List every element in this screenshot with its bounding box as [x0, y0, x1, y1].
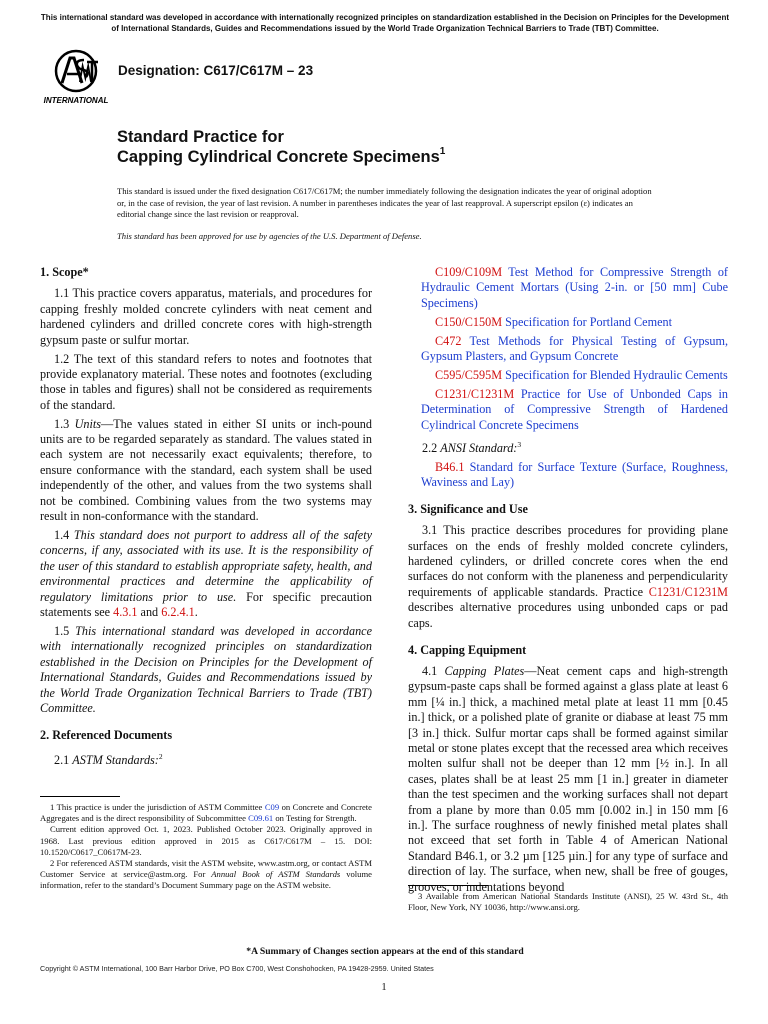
footnote-2	[40, 858, 372, 892]
reference-code[interactable]: C1231/C1231M	[435, 386, 515, 401]
para-1-4	[40, 528, 372, 620]
para-num: 4.1	[422, 664, 445, 678]
dod-approval: This standard has been approved for use by agencies of the U.S. Department of Defense.	[117, 231, 422, 241]
para-italic: This international standard was developed in accordance with internationally recognized principles on standardization established in the Decision on Principles for the Development of International Standards, Guides and Recommendations issued by the World Trade Organization Technical Barriers to Trade (TBT) Committee.	[40, 623, 372, 715]
footnote-3: 3 Available from American National Standards Institute (ANSI), 25 W. 43rd St., 4th Floor, New York, NY 10036, http://www.ansi.org.	[408, 891, 728, 913]
ansi-reference-item[interactable]	[408, 460, 728, 491]
reference-title[interactable]: Test Method for Compressive Strength of Hydraulic Cement Mortars (Using 2-in. or [50 mm] Cube Specimens)	[421, 265, 728, 310]
para-1-5	[40, 624, 372, 716]
para-body: .	[194, 605, 198, 620]
para-num: 1.3	[54, 416, 75, 431]
para-body: and	[137, 605, 162, 620]
para-italic: ASTM Standards:	[72, 753, 159, 768]
para-italic: ANSI Standard:	[440, 440, 518, 455]
summary-of-changes-note: *A Summary of Changes section appears at the end of this standard	[246, 946, 524, 957]
section-heading-capping-equipment: 4. Capping Equipment	[408, 642, 527, 657]
para-lead: Units	[74, 416, 102, 431]
reference-item[interactable]	[408, 334, 728, 365]
para-num: 1.5	[54, 623, 76, 638]
footnote-rule	[40, 796, 120, 797]
right-column	[408, 265, 728, 899]
para-4-1	[408, 664, 728, 895]
para-body: 3.1 This practice describes procedures for providing plane surfaces on the ends of freshly molded concrete cylinders, hardened cylinders, or drilled concrete cores when the end surfaces do not conform with the planeness and perpendicularity requirements of applicable standards. Practice	[408, 523, 728, 599]
para-lead: Capping Plates	[444, 664, 525, 678]
astm-logo	[40, 48, 112, 106]
reference-item[interactable]	[408, 368, 728, 383]
left-column	[40, 265, 372, 772]
tbt-notice: This international standard was developed in accordance with internationally recognized principles on standardization established in the Decision on Principles for the Development of International Standards, Guides and Recommendations issued by the World Trade Organization Technical Barriers to Trade (TBT) Committee.	[40, 13, 730, 33]
reference-code[interactable]: C150/C150M	[435, 314, 503, 329]
reference-title[interactable]: Practice for Use of Unbonded Caps in Determination of Compressive Strength of Hardened Cylindrical Concrete Specimens	[421, 386, 728, 432]
para-2-2	[408, 437, 728, 456]
section-heading-referenced-documents: 2. Referenced Documents	[40, 727, 173, 742]
issuance-notice: This standard is issued under the fixed designation C617/C617M; the number immediately following the designation indicates the year of original adoption or, in the case of revision, the year of last revision. A number in parentheses indicates the year of last reapproval. A superscript epsilon (ε) indicates an editorial change since the last revision or reapproval.	[117, 186, 652, 219]
para-num: 1.4	[54, 528, 74, 542]
reference-code[interactable]: B46.1	[435, 459, 465, 474]
para-body: For specific precaution statements see	[40, 589, 372, 620]
footnote-text: on Concrete and Concrete Aggregates and is the direct responsibility of Subcommittee	[40, 802, 372, 824]
reference-item[interactable]	[408, 387, 728, 433]
reference-title[interactable]: Standard for Surface Texture (Surface, Roughness, Waviness and Lay)	[421, 459, 728, 489]
footnote-text: volume information, refer to the standard’s Document Summary page on the ASTM website.	[40, 869, 372, 891]
para-1-2: 1.2 The text of this standard refers to notes and footnotes that provide explanatory material. These notes and footnotes (excluding those in tables and figures) shall not be considered as requirements of the standard.	[40, 351, 372, 412]
para-1-1: 1.1 This practice covers apparatus, materials, and procedures for capping freshly molded concrete cylinders with neat cement and hardened cylinders and drilled concrete cores with high-strength gypsum paste or sulfur mortar.	[40, 286, 372, 347]
title-line-1: Standard Practice for	[117, 128, 284, 146]
reference-title[interactable]: Test Methods for Physical Testing of Gypsum, Gypsum Plasters, and Gypsum Concrete	[421, 333, 728, 364]
footnote-mark-3[interactable]: 3	[517, 439, 522, 449]
footnote-italic: Annual Book of ASTM Standards	[211, 869, 341, 880]
footnote-text: 1 This practice is under the jurisdiction of ASTM Committee	[50, 802, 265, 812]
section-heading-significance: 3. Significance and Use	[408, 501, 528, 516]
para-body: —Neat cement caps and high-strength gypsum-paste caps shall be formed against a glass plate at least 6 mm [¼ in.] thick, a machined metal plate at least 11 mm [0.45 in.] thick, or a polished plate of granite or diabase at least 75 mm [3 in.] thick. Sulfur mortar caps shall be formed against similar metal or stone plates except that the recessed area which receives molten sulfur shall not be deeper than 12 mm [½ in.]. In all cases, plates shall be at least 25 mm [1 in.] greater in diameter than the test specimen and the working surfaces shall not depart from a plane by more than 0.05 mm [0.002 in.] in 150 mm [6 in.]. The surface roughness of newly finished metal plates shall not exceed that set forth in Table 4 of American National Standard B46.1, or 3.2 µm [125 µin.] for any type of surface and direction of lay. The surface, when new, shall be free of gouges, grooves, or indentations beyond	[408, 664, 728, 894]
reference-item[interactable]	[408, 315, 728, 330]
link-6-2-4-1[interactable]: 6.2.4.1	[161, 605, 195, 620]
title-line-2	[117, 148, 445, 167]
reference-code[interactable]: C595/C595M	[435, 367, 503, 382]
reference-code[interactable]: C472	[435, 333, 462, 348]
para-body: describes alternative procedures using unbonded caps or pad caps.	[408, 600, 728, 630]
link-c1231[interactable]: C1231/C1231M	[648, 584, 728, 599]
link-4-3-1[interactable]: 4.3.1	[113, 605, 138, 620]
link-c09-61[interactable]: C09.61	[248, 813, 274, 824]
para-2-1	[40, 749, 372, 768]
link-c09[interactable]: C09	[264, 802, 280, 812]
para-3-1	[408, 523, 728, 631]
reference-item[interactable]	[408, 265, 728, 311]
footnote-text: 2 For referenced ASTM standards, visit the ASTM website, www.astm.org, or contact ASTM Customer Service at service@astm.org. For	[40, 858, 372, 880]
title-footnote-mark[interactable]: 1	[439, 146, 446, 157]
logo-subtext: INTERNATIONAL	[43, 96, 109, 105]
footnote-text: on Testing for Strength.	[273, 813, 357, 824]
section-heading-scope: 1. Scope*	[40, 265, 89, 279]
para-italic: This standard does not purport to address all of the safety concerns, if any, associated with its use. It is the responsibility of the user of this standard to establish appropriate safety, health, and environmental practices and determine the applicability of regulatory limitations prior to use.	[40, 528, 372, 604]
astm-reference-list	[408, 265, 728, 433]
para-num: 2.2	[422, 440, 441, 455]
reference-code[interactable]: C109/C109M	[435, 265, 503, 279]
para-body: —The values stated in either SI units or inch-pound units are to be regarded separately as standard. The values stated in each system are not necessarily exact equivalents; therefore, to ensure conformance with the standard, each system shall be used independently of the other, and values from the two systems shall not be combined. Combining values from the two systems may result in non-conformance with the standard.	[40, 416, 372, 524]
copyright-line: Copyright © ASTM International, 100 Barr Harbor Drive, PO Box C700, West Conshohocken, PA 19428-2959. United States	[40, 964, 434, 973]
footnote-1	[40, 802, 372, 824]
reference-title[interactable]: Specification for Portland Cement	[502, 314, 672, 329]
designation: Designation: C617/C617M – 23	[118, 63, 314, 78]
para-1-3	[40, 417, 372, 525]
page-number: 1	[381, 982, 387, 993]
para-num: 2.1	[54, 753, 73, 768]
footnote-rule	[408, 885, 488, 886]
footnote-mark-2[interactable]: 2	[158, 752, 163, 762]
footnotes-right	[408, 885, 728, 913]
title-text: Capping Cylindrical Concrete Specimens	[117, 148, 440, 166]
reference-title[interactable]: Specification for Blended Hydraulic Cements	[502, 367, 728, 382]
footnotes-left	[40, 796, 372, 892]
footnote-1-edition: Current edition approved Oct. 1, 2023. Published October 2023. Originally approved in 1968. Last previous edition approved in 2015 as C617/C617M – 15. DOI: 10.1520/C0617_C0617M-23.	[40, 824, 372, 857]
